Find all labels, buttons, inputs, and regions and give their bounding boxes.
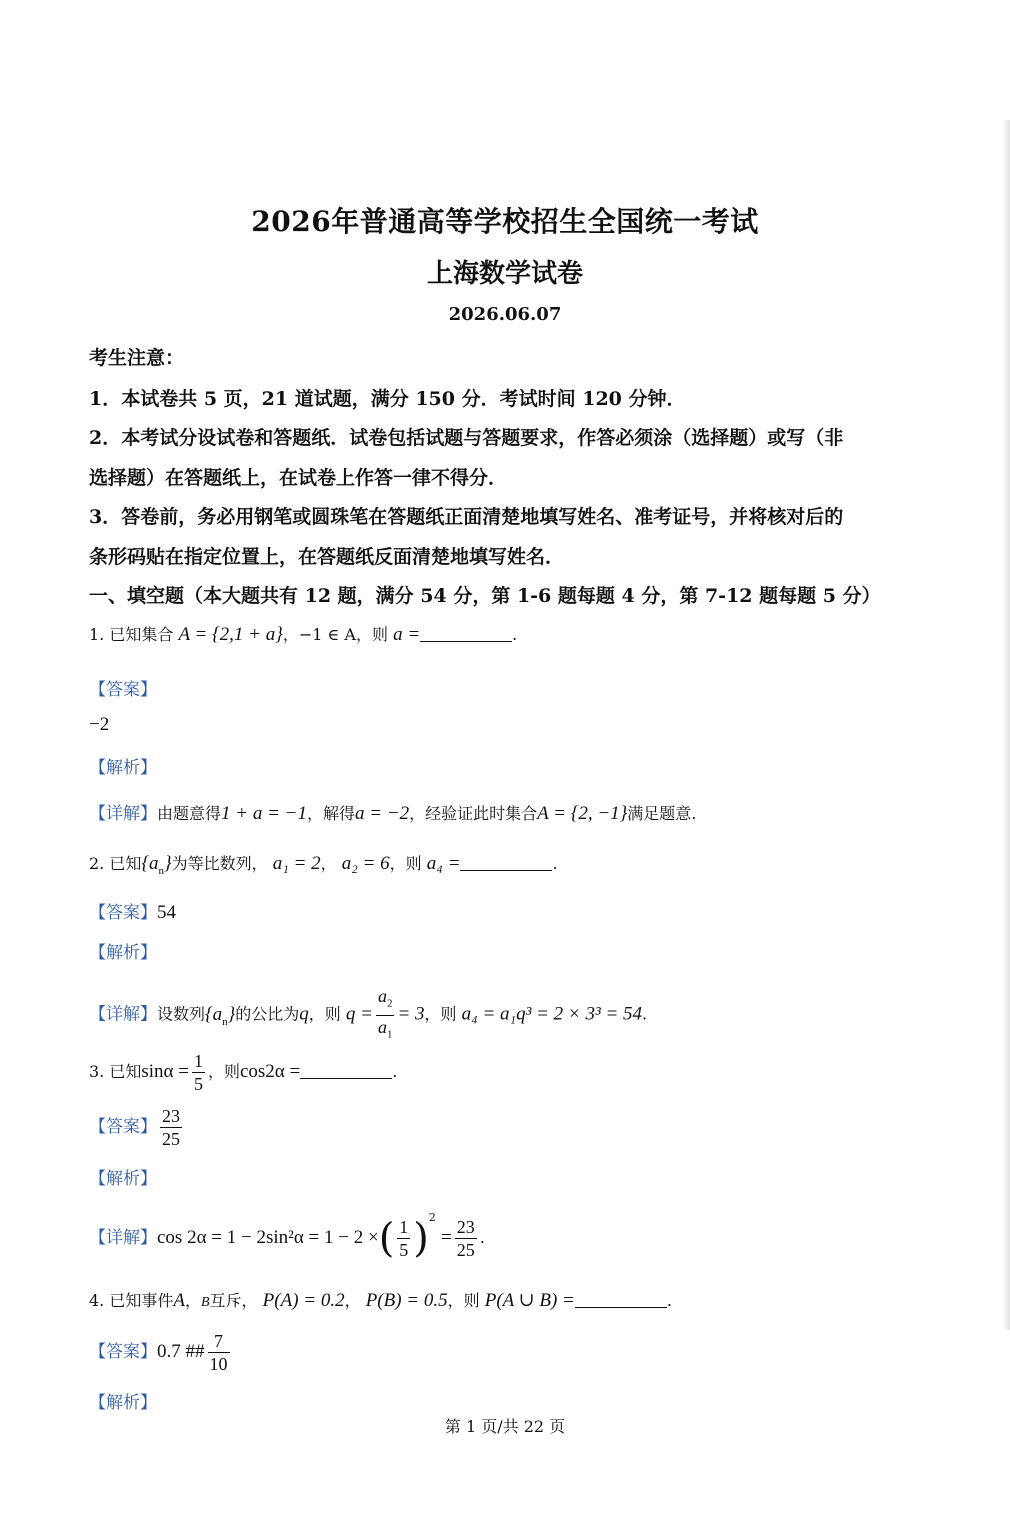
q4-sep: ， [184,1291,201,1310]
q1-detail-d: 满足题意. [627,804,697,823]
q3-result-fraction [455,1216,477,1261]
q3-detail: 【详解】cos 2α = 1 − 2sin²α = 1 − 2 ×( $\frac{1}{5}$ )$^2$ = $\frac{23}{25}$ . [89,1211,485,1262]
q4-answer-a: 0.7 ## [157,1341,205,1362]
answer-label: 【答案】 [89,680,157,700]
q4-answer-num: 7 [208,1330,230,1353]
analysis-label: 【解析】 [89,1169,157,1189]
answer-blank [575,1291,667,1308]
q2-c1: a₁ = 2 [272,853,321,874]
q1-cond: ，−1 ∈ A，则 [282,625,388,644]
q2-c2: a₂ = 6 [341,853,390,874]
q3-answer-fraction [160,1105,182,1150]
q2-seq: {a [141,853,159,874]
q3-paren-den: 5 [399,1240,409,1260]
answer-blank [460,854,552,871]
detail-label: 【详解】 [89,1228,157,1248]
analysis-label: 【解析】 [89,758,157,778]
q2-seq-end: } [163,853,172,874]
q3-lhs: sinα = [141,1061,189,1082]
q3-answer-num: 23 [162,1106,180,1126]
q2-ratio-fraction: $\frac{a_2}{a_1}$ [377,986,393,1041]
q4-then: ，则 [447,1291,480,1310]
q2-detail-eq-tail: = 3 [397,1003,425,1025]
q2-prefix: 2. 已知 [89,854,142,873]
q1-set: A = {2,1 + a} [178,624,283,645]
analysis-label: 【解析】 [89,1393,157,1413]
exam-subtitle: 上海数学试卷 [426,259,583,289]
q1-detail-a: 由题意得 [157,804,222,823]
q3-prefix: 3. 已知 [89,1062,142,1081]
q3-result-den: 25 [456,1240,475,1260]
answer-label: 【答案】 [89,1117,157,1137]
question-2: 2. 已知$\{a_n\}$为等比数列， a₁ = 2， a₂ = 6，则 a₄ = . [89,853,558,877]
q3-result-num: 23 [456,1217,475,1237]
q2-detail-q: q [299,1003,309,1025]
q1-answer: −2 [89,714,110,735]
q1-detail-c: ，经验证此时集合 [409,804,538,823]
answer-blank [300,1062,392,1079]
q1-ask: a = [393,624,421,645]
analysis-label: 【解析】 [89,943,157,963]
q3-answer-den: 25 [162,1129,180,1149]
q3-equals: = [441,1227,452,1248]
q3-answer-line [89,1105,185,1150]
q1-detail-b: ，解得 [306,804,355,823]
q3-frac-num: 1 [193,1051,203,1071]
q2-mid: 为等比数列， [171,854,268,873]
answer-blank [420,625,512,642]
answer-label: 【答案】 [89,903,157,923]
notice-item-3a: 3．答卷前，务必用钢笔或圆珠笔在答题纸正面清楚地填写姓名、准考证号，并将核对后的 [89,506,844,528]
q3-paren-num: 1 [399,1217,409,1237]
detail-label: 【详解】 [89,1004,157,1025]
question-3: 3. 已知sinα = $\frac{1}{5}$ ，则cos2α = . [89,1051,398,1094]
q3-fraction [192,1050,205,1095]
notice-item-3b: 条形码贴在指定位置上，在答题纸反面清楚地填写姓名． [89,546,565,568]
q4-pa: P(A) = 0.2 [262,1290,345,1311]
q2-detail-d: ，则 [424,1004,457,1024]
question-1: 1. 已知集合 A = {2,1 + a}，−1 ∈ A，则 a = . [89,624,518,645]
page-edge [1004,120,1010,1330]
detail-label: 【详解】 [89,804,157,824]
q4-event-a: A [173,1290,185,1311]
q4-answer-den: 10 [209,1354,228,1374]
q2-detail-end: . [642,1004,648,1024]
q2-detail-c: ，则 [308,1004,341,1024]
q3-detail-eq: cos 2α = 1 − 2sin²α = 1 − 2 × [157,1227,379,1248]
q3-frac-den: 5 [193,1074,203,1094]
q4-answer-line [89,1330,233,1375]
q2-detail: 【详解】设数列$\{a_n\}$的公比为q，则 q = $\frac{a_2}{a_1}$ = 3，则 a₄ = a₁q³ = 2 × 3³ = 54. [89,985,647,1045]
notice-item-1: 1．本试卷共 5 页，21 道试题，满分 150 分．考试时间 120 分钟． [89,388,686,410]
q4-ask: P(A ∪ B) = [484,1290,575,1311]
q2-detail-seq: {a [205,1003,223,1025]
q4-pb: P(B) = 0.5 [365,1290,448,1311]
q2-detail-eq2: a₄ = a₁q³ = 2 × 3³ = 54 [461,1003,643,1025]
q2-detail-a: 设数列 [157,1004,206,1024]
section-heading: 一、填空题（本大题共有 12 题，满分 54 分，第 1-6 题每题 4 分，第 7-12 题每题 5 分） [89,585,881,607]
q2-detail-seq-end: } [227,1003,236,1025]
q1-detail-eq1: 1 + a = −1 [221,803,307,824]
q3-mid: ，则 [207,1062,240,1081]
q1-detail-eq2: a = −2 [355,803,410,824]
q3-power: 2 [428,1211,436,1224]
notice-heading: 考生注意： [89,347,185,369]
q3-ask: cos2α = [239,1061,301,1082]
q1-detail [89,799,696,825]
q4-event-b: B [200,1295,210,1310]
q3-paren-fraction [397,1216,410,1261]
question-4: 4. 已知事件A，B互斥， P(A) = 0.2， P(B) = 0.5，则 P(A ∪ B) = . [89,1290,672,1311]
answer-label: 【答案】 [89,1342,157,1362]
q1-detail-eq3: A = {2, −1} [537,803,628,824]
q4-mid: 互斥， [209,1291,258,1310]
notice-item-2b: 选择题）在答题纸上，在试卷上作答一律不得分． [89,467,508,489]
notice-item-2a: 2．本考试分设试卷和答题纸．试卷包括试题与答题要求，作答必须涂（选择题）或写（非 [89,427,844,449]
q4-answer-fraction [208,1330,230,1375]
page-footer: 第 1 页/共 22 页 [444,1417,566,1436]
exam-title: 2026年普通高等学校招生全国统一考试 [251,205,759,238]
exam-date: 2026.06.07 [448,304,562,325]
q3-end: . [479,1228,485,1247]
q1-prefix: 1. 已知集合 [89,625,174,644]
q4-prefix: 4. 已知事件 [89,1291,174,1310]
q2-answer-line [89,898,176,924]
q2-detail-b: 的公比为 [235,1004,300,1024]
q2-answer: 54 [157,902,176,923]
q2-ask: a₄ = [426,853,461,874]
